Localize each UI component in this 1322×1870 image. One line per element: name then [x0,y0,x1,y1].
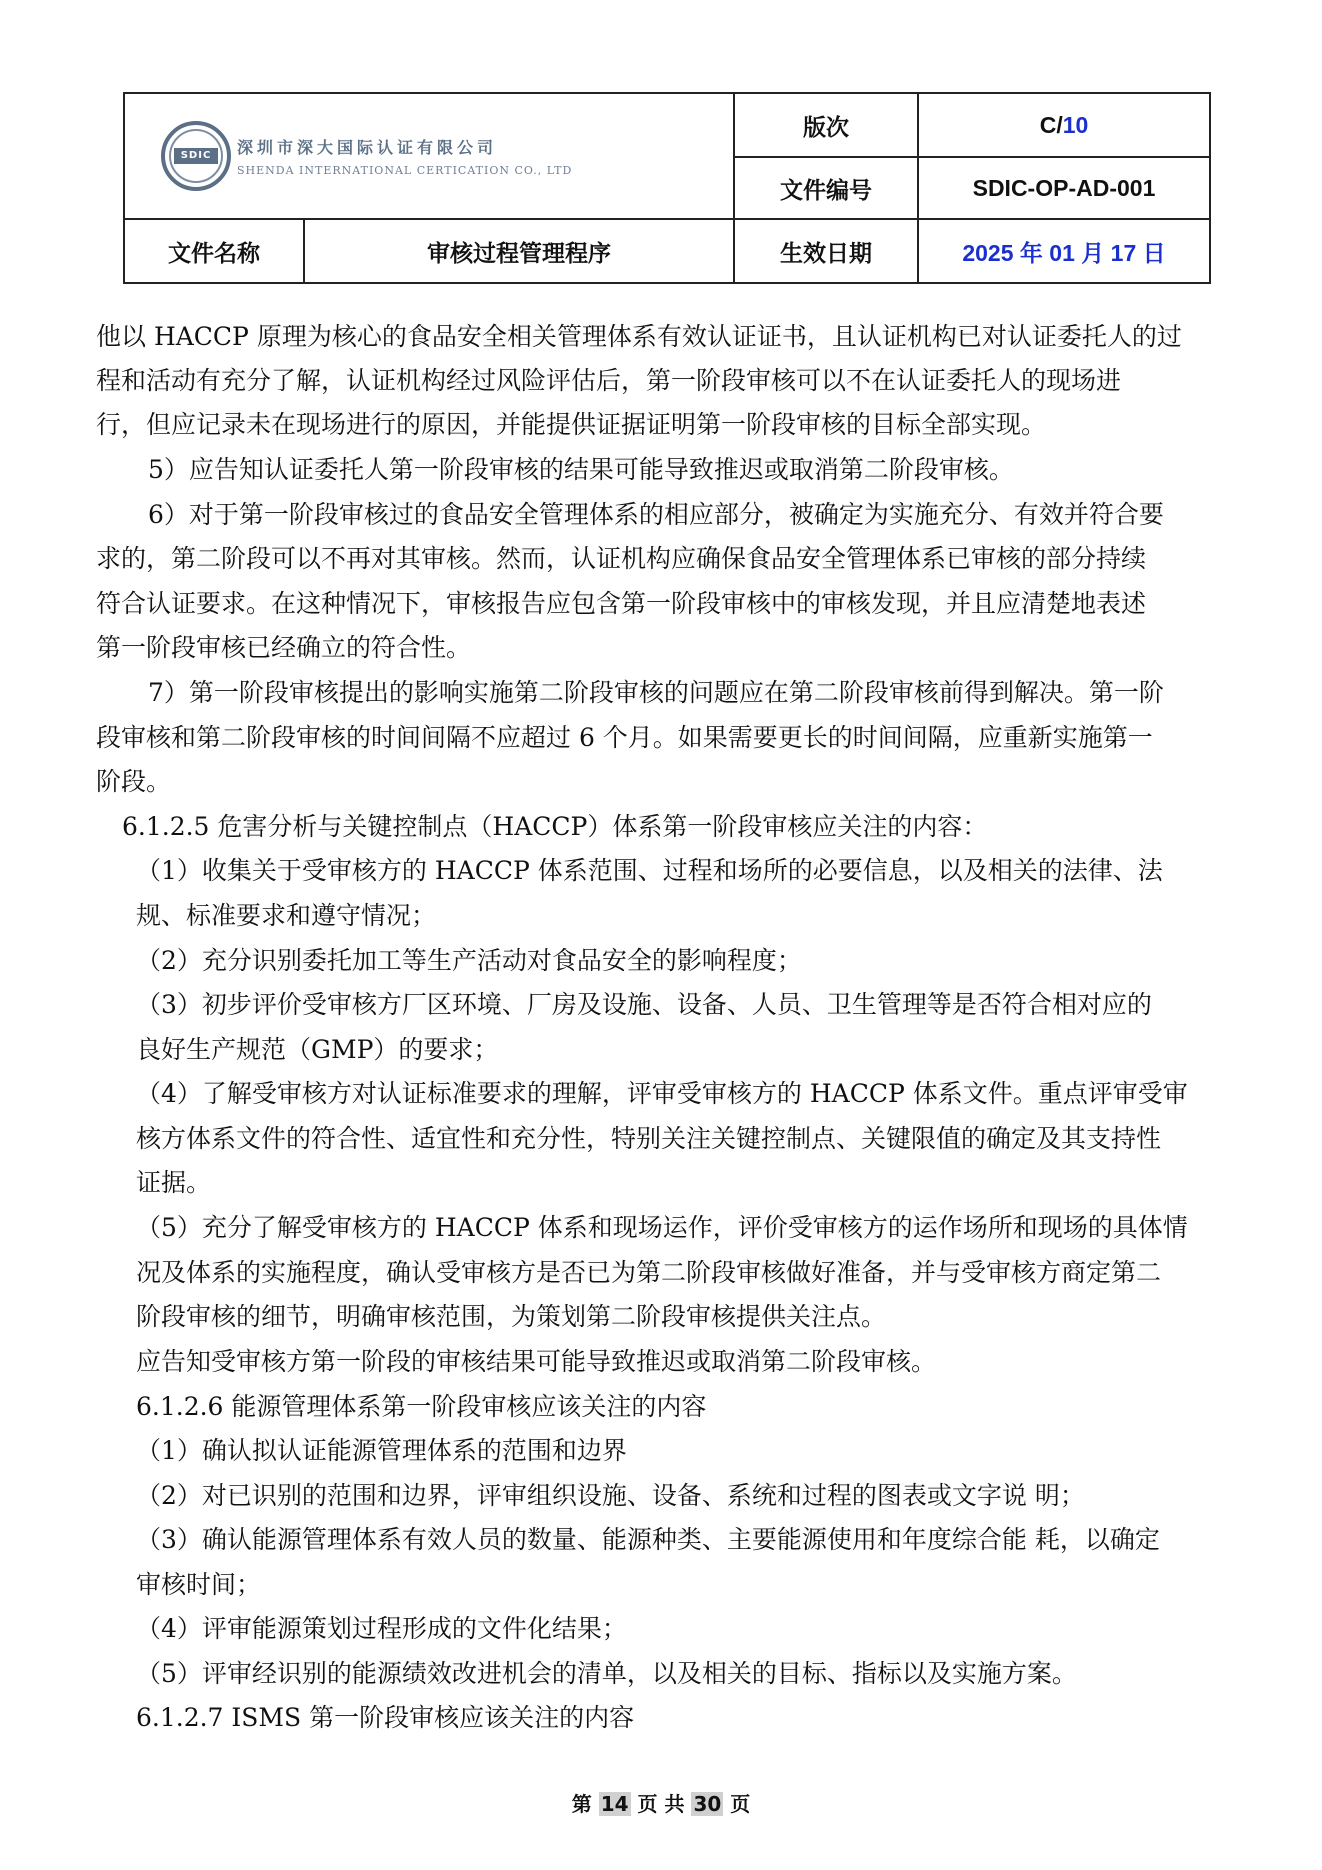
document-name-label: 文件名称 [124,219,304,283]
document-name-value: 审核过程管理程序 [304,219,734,283]
section-heading: 6.1.2.5 危害分析与关键控制点（HACCP）体系第一阶段审核应关注的内容： [122,812,988,841]
body-line: 段审核和第二阶段审核的时间间隔不应超过 6 个月。如果需要更长的时间间隔，应重新实施第一 [96,723,1153,752]
section-heading: 6.1.2.7 ISMS 第一阶段审核应该关注的内容 [136,1703,635,1732]
body-line: （3）确认能源管理体系有效人员的数量、能源种类、主要能源使用和年度综合能 耗，以确定 [136,1525,1160,1554]
body-line: （1）确认拟认证能源管理体系的范围和边界 [136,1436,627,1465]
body-line: 5）应告知认证委托人第一阶段审核的结果可能导致推迟或取消第二阶段审核。 [148,455,1014,484]
footer-suffix: 页 [730,1792,751,1816]
body-line: （2）充分识别委托加工等生产活动对食品安全的影响程度； [136,946,802,975]
body-line: 规、标准要求和遵守情况； [136,901,437,930]
footer-middle: 页 共 [637,1792,685,1816]
body-line: 程和活动有充分了解，认证机构经过风险评估后，第一阶段审核可以不在认证委托人的现场进 [96,366,1122,395]
body-line: 他以 HACCP 原理为核心的食品安全相关管理体系有效认证证书，且认证机构已对认证委托人的过 [96,322,1182,351]
company-name-en: SHENDA INTERNATIONAL CERTICATION CO., LTD [237,164,573,177]
body-line: 阶段审核的细节，明确审核范围，为策划第二阶段审核提供关注点。 [136,1302,887,1331]
current-page-number: 14 [600,1792,629,1816]
body-line: （1）收集关于受审核方的 HACCP 体系范围、过程和场所的必要信息，以及相关的法律、法 [136,856,1163,885]
page-footer [0,1788,1322,1817]
body-line: （4）了解受审核方对认证标准要求的理解，评审受审核方的 HACCP 体系文件。重点评审受审 [136,1079,1188,1108]
company-logo-cell [124,93,734,219]
body-line: 6）对于第一阶段审核过的食品安全管理体系的相应部分，被确定为实施充分、有效并符合要 [148,500,1164,529]
total-pages-number: 30 [693,1792,722,1816]
footer-prefix: 第 [571,1792,592,1816]
body-line: 况及体系的实施程度，确认受审核方是否已为第二阶段审核做好准备，并与受审核方商定第二 [136,1258,1162,1287]
logo-abbr: SDIC [174,148,218,164]
body-line: 证据。 [136,1168,212,1197]
body-line: 求的，第二阶段可以不再对其审核。然而，认证机构应确保食品安全管理体系已审核的部分持续 [96,544,1147,573]
version-value: C/10 [918,93,1210,157]
body-line: （5）评审经识别的能源绩效改进机会的清单，以及相关的目标、指标以及实施方案。 [136,1659,1077,1688]
body-line: 7）第一阶段审核提出的影响实施第二阶段审核的问题应在第二阶段审核前得到解决。第一阶 [148,678,1164,707]
body-line: （2）对已识别的范围和边界，评审组织设施、设备、系统和过程的图表或文字说 明； [136,1481,1085,1510]
body-line: 核方体系文件的符合性、适宜性和充分性，特别关注关键控制点、关键限值的确定及其支持性 [136,1124,1162,1153]
body-line: （3）初步评价受审核方厂区环境、厂房及设施、设备、人员、卫生管理等是否符合相对应的 [136,990,1152,1019]
body-line: 应告知受审核方第一阶段的审核结果可能导致推迟或取消第二阶段审核。 [136,1347,937,1376]
company-seal-icon [161,121,231,191]
body-line: 阶段。 [96,767,172,796]
body-line: （4）评审能源策划过程形成的文件化结果； [136,1614,627,1643]
version-label: 版次 [734,93,918,157]
effective-date-label: 生效日期 [734,219,918,283]
document-number-value: SDIC-OP-AD-001 [918,157,1210,219]
section-heading: 6.1.2.6 能源管理体系第一阶段审核应该关注的内容 [136,1392,707,1421]
company-name-cn: 深圳市深大国际认证有限公司 [237,138,498,157]
body-line: 审核时间； [136,1570,262,1599]
body-line: （5）充分了解受审核方的 HACCP 体系和现场运作，评价受审核方的运作场所和现场的具体情 [136,1213,1188,1242]
body-line: 行，但应记录未在现场进行的原因，并能提供证据证明第一阶段审核的目标全部实现。 [96,410,1047,439]
body-line: 良好生产规范（GMP）的要求； [136,1035,499,1064]
document-header-table [123,92,1211,284]
effective-date-value: 2025 年 01 月 17 日 [918,219,1210,283]
body-line: 符合认证要求。在这种情况下，审核报告应包含第一阶段审核中的审核发现，并且应清楚地表述 [96,589,1147,618]
document-number-label: 文件编号 [734,157,918,219]
body-line: 第一阶段审核已经确立的符合性。 [96,633,472,662]
